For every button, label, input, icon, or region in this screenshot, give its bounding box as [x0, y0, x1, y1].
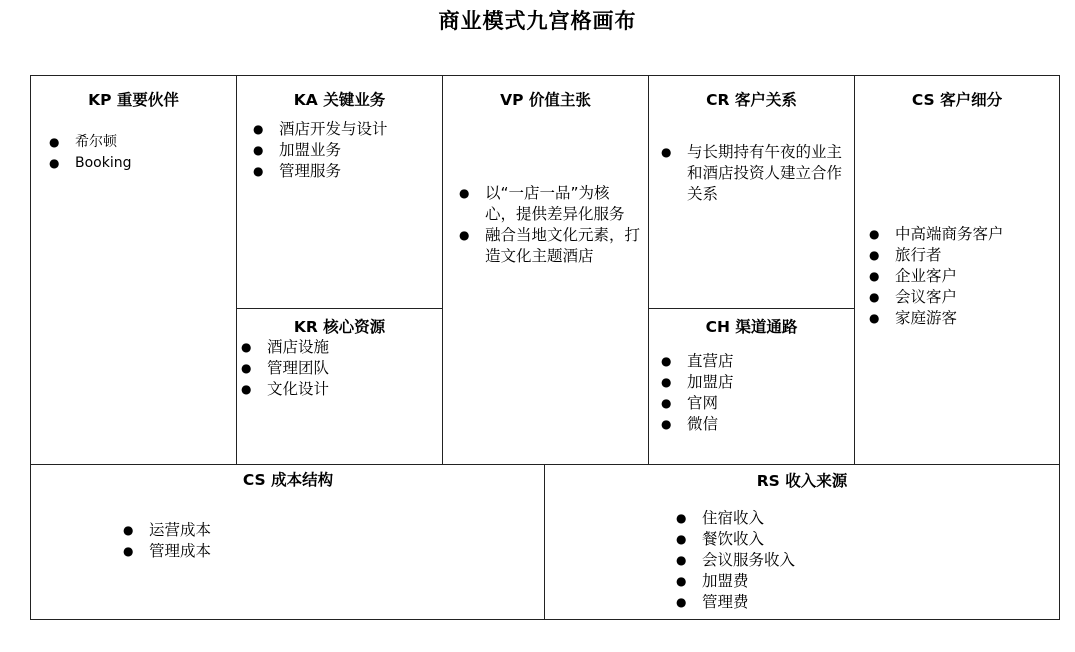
list-item: ● 融合当地文化元素，打造文化主题酒店 — [459, 225, 640, 267]
list-item: ● 管理团队 — [241, 358, 442, 379]
revenue-list — [676, 508, 1059, 613]
ch-list — [661, 351, 854, 435]
revenue-block — [544, 464, 1060, 620]
cost-block — [30, 464, 546, 620]
cs-segments-heading: CS 客户细分 — [911, 91, 1003, 109]
list-item: ● 家庭游客 — [869, 308, 1059, 329]
list-item: ● 会议客户 — [869, 287, 1059, 308]
list-item: ● 以“一店一品”为核心，提供差异化服务 — [459, 183, 640, 225]
kp-block — [30, 75, 237, 465]
list-item: ● 官网 — [661, 393, 854, 414]
cs-segments-block — [854, 75, 1060, 465]
cr-block — [648, 75, 855, 310]
cs-segments-list — [869, 224, 1059, 329]
kr-block — [236, 308, 443, 465]
cost-heading: CS 成本结构 — [242, 471, 334, 489]
cost-list — [123, 520, 545, 562]
list-item: ● 管理服务 — [253, 161, 442, 182]
list-item: ● 直营店 — [661, 351, 854, 372]
list-item: ● 会议服务收入 — [676, 550, 1059, 571]
ka-heading: KA 关键业务 — [293, 91, 386, 109]
list-item: ● 加盟业务 — [253, 140, 442, 161]
list-item: ● 酒店开发与设计 — [253, 119, 442, 140]
vp-block — [442, 75, 649, 465]
cr-list — [661, 142, 848, 205]
list-item: ● 企业客户 — [869, 266, 1059, 287]
list-item: ● 加盟费 — [676, 571, 1059, 592]
ch-block — [648, 308, 855, 465]
list-item: ● 中高端商务客户 — [869, 224, 1059, 245]
list-item: ● 管理成本 — [123, 541, 545, 562]
cr-heading: CR 客户关系 — [706, 91, 797, 109]
list-item: ● 加盟店 — [661, 372, 854, 393]
list-item: ● 餐饮收入 — [676, 529, 1059, 550]
vp-heading: VP 价值主张 — [500, 91, 591, 109]
list-item: ● 酒店设施 — [241, 337, 442, 358]
list-item: ● 与长期持有午夜的业主和酒店投资人建立合作关系 — [661, 142, 848, 205]
kp-list — [49, 132, 236, 174]
list-item: ● 希尔顿 — [49, 132, 236, 153]
kp-heading: KP 重要伙伴 — [88, 91, 179, 109]
list-item: ● 住宿收入 — [676, 508, 1059, 529]
list-item: ● 微信 — [661, 414, 854, 435]
kr-list — [241, 337, 442, 400]
list-item: ● 旅行者 — [869, 245, 1059, 266]
kr-heading: KR 核心资源 — [293, 318, 386, 336]
ch-heading: CH 渠道通路 — [705, 318, 798, 336]
ka-block — [236, 75, 443, 310]
vp-list — [459, 183, 640, 267]
list-item: ● 文化设计 — [241, 379, 442, 400]
ka-list — [253, 119, 442, 182]
canvas-title: 商业模式九宫格画布 — [438, 9, 637, 33]
business-model-canvas — [30, 75, 1060, 620]
list-item: ● 运营成本 — [123, 520, 545, 541]
list-item: ● 管理费 — [676, 592, 1059, 613]
list-item: ● Booking — [49, 153, 236, 174]
revenue-heading: RS 收入来源 — [756, 472, 848, 490]
